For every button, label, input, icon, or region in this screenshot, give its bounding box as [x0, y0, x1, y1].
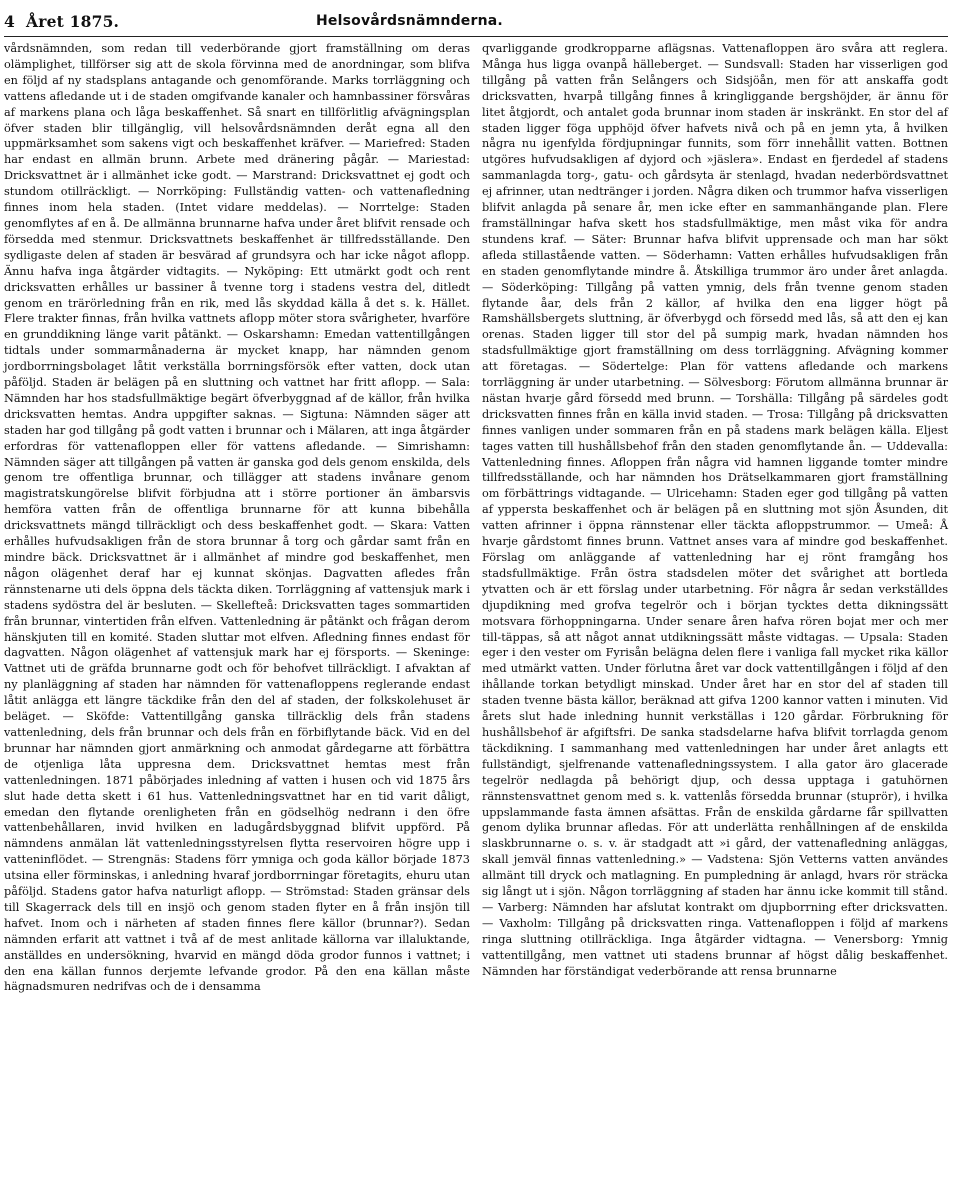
header-rule — [4, 36, 948, 37]
page-number: 4 — [4, 11, 15, 31]
left-column-text: vårdsnämnden, som redan till vederbörande gjort framställning om deras olämplighet, tillförser sig att de skola förvinna med de anordningar, som blifva en följd af ny stadsplans antagande och genomförande. Marks torrläggning och vattens afledande ut i de staden omgifvande kanaler och hamnbassiner försvåras af markens plana och låga beskaffenhet. Så snart en tillförlitlig afvägningsplan öfver staden blir tillgänglig, vill helsovårdsnämnden deråt egna all den uppmärksamhet som sakens vigt och beskaffenhet kräfver. — Mariefred: Staden har endast en allmän brunn. Arbete med dränering pågår. — Mariestad: Dricksvattnet är i allmänhet icke godt. — Marstrand: Dricksvattnet ej godt och stundom otillräckligt. — Norrköping: Fullständig vatten- och vattenafledning finnes inom hela staden. (Intet vidare meddelas). — Norrtelge: Staden genomflytes af en å. De allmänna brunnarne hafva under året blifvit rensade och försedda med stenmur. Dricksvattnets beskaffenhet är tillfredsställande. Den sydligaste delen af staden är besvärad af grundsyra och har icke något aflopp. Ännu hafva inga åtgärder vidtagits. — Nyköping: Ett utmärkt godt och rent dricksvatten erhålles ur bassiner å tvenne torg i stadens vestra del, ditledt genom en trärörledning från en rik, med lås skyddad källa å det s. k. Hället. Flere trakter finnas, från hvilka vattnets aflopp möter stora svårigheter, hvarföre en grunddikning länge varit påtänkt. — Oskarshamn: Emedan vattentillgången tidtals under sommarmånaderna är mycket knapp, har nämnden genom jordborrningsbolaget låtit verkställa borrningsförsök efter vatten, dock utan påföljd. Staden är belägen på en sluttning och vattnet har fritt aflopp. — Sala: Nämnden har hos stadsfullmäktige begärt öfverbyggnad af de källor, från hvilka dricksvatten hemtas. Andra uppgifter saknas. — Sigtuna: Nämnden säger att staden har god tillgång på godt vatten i brunnar och i Mälaren, att inga åtgärder erfordras för vattenafloppen eller för vattens afledande. — Simrishamn: Nämnden säger att tillgången på vatten är ganska god dels genom enskilda, dels genom tre offentliga brunnar, och tillägger att stadens invånare genom magistratskungörelse blifvit förbjudna att i större portioner än ämbarsvis hemföra vatten från de offentliga brunnarne för att kunna bibehålla dricksvattnets mängd tillräckligt och dess beskaffenhet godt. — Skara: Vatten erhålles hufvudsakligen från de stora brunnar å torg och gårdar samt från en mindre bäck. Dricksvattnet är i allmänhet af mindre god beskaffenhet, men någon olägenhet deraf har ej kunnat skönjas. Dagvatten afledes från rännstenarne uti dels öppna dels täckta diken. Torrläggning af vattensjuk mark i stadens sydöstra del är besluten. — Skellefteå: Dricksvatten tages sommartiden från brunnar, vintertiden från elfven. Vattenledning är påtänkt och frågan derom hänskjuten till en komité. Staden sluttar mot elfven. Afledning finnes endast för dagvatten. Någon olägenhet af vattensjuk mark har ej försports. — Skeninge: Vattnet uti de gräfda brunnarne godt och för behofvet tillräckligt. I afvaktan af ny planläggning af staden har nämnden för vattenafloppens reglerande endast låtit anlägga ett längre täckdike från den del af staden, der folkskolehuset är beläget. — Sköfde: Vattentillgång ganska tillräcklig dels från stadens vattenledning, dels från brunnar och dels från en förbiflytande bäck. Vid en del brunnar har nämnden gjort anmärkning och anmodat gårdegarne att förbättra de otjenliga låta uppresna dem. Dricksvattnet hemtas mest från vattenledningen. 1871 påbörjades inledning af vatten i husen och vid 1875 års slut hade detta skett i 61 hus. Vattenledningsvattnet har en tid varit dåligt, emedan den flytande orenligheten från en gödselhög nedrann i den öfre vattenbehållaren, invid hvilken en ladugårdsbyggnad blifvit uppförd. På nämndens anmälan lät vattenledningsstyrelsen flytta reservoiren högre upp i vatteninflödet. — Strengnäs: Stadens förr ymniga och goda källor började 1873 utsina eller förminskas, i anledning hvaraf jordborrningar företagits, ehuru utan påföljd. Stadens gator hafva naturligt aflopp. — Strömstad: Staden gränsar dels till Skagerrack dels till en insjö och genom staden flyter en å från insjön till hafvet. Inom och i närheten af staden finnes flere källor (brunnar?). Sedan nämnden erfarit att vattnet i två af de mest anlitade källorna var illaluktande, anställdes en undersökning, hvarvid en mängd döda grodor funnos i vattnet; i den ena källan funnos derjemte lefvande grodor. På den ena källan måste hägnadsmuren nedrifvas och de i densamma — [4, 42, 470, 994]
left-column — [4, 41, 470, 995]
section-title: Helsovårdsnämnderna. — [316, 13, 503, 29]
right-column — [482, 41, 948, 995]
text-columns — [4, 41, 948, 995]
right-column-text: qvarliggande grodkropparne aflägsnas. Vattenafloppen äro svåra att reglera. Många hus ligga ovanpå hälleberget. — Sundsvall: Staden har visserligen god tillgång på vatten från Selångers och Sidsjöån, men för att anskaffa godt dricksvatten, hvarpå tillgång finnes å kringliggande bergshöjder, är ännu för litet åtgjordt, och antalet goda brunnar inom staden är inskränkt. En stor del af staden ligger föga upphöjd öfver hafvets nivå och på en jemn yta, å hvilken några nu igenfylda fördjupningar funnits, som förr innehållit vatten. Bottnen utgöres hufvudsakligen af dyjord och »jäslera». Endast en fjerdedel af stadens sammanlagda torg-, gatu- och gårdsyta är stenlagd, hvadan nederbördsvattnet ej afrinner, utan nedtränger i jorden. Några diken och trummor hafva visserligen blifvit anlagda på senare år, men icke efter en sammanhängande plan. Flere framställningar hafva skett hos stadsfullmäktige, men måst vika för andra stundens kraf. — Säter: Brunnar hafva blifvit upprensade och man har sökt afleda stillastående vatten. — Söderhamn: Vatten erhålles hufvudsakligen från en staden genomflytande mindre å. Åtskilliga trummor äro under året anlagda. — Söderköping: Tillgång på vatten ymnig, dels från tvenne genom staden flytande åar, dels från 2 källor, af hvilka den ena ligger högt på Ramshällsbergets sluttning, är öfverbygd och försedd med lås, så att den ej kan orenas. Staden ligger till stor del på sumpig mark, hvadan nämnden hos stadsfullmäktige gjort framställning om dess torrläggning. Afvägning kommer att företagas. — Södertelge: Plan för vattens afledande och markens torrläggning är under utarbetning. — Sölvesborg: Förutom allmänna brunnar är nästan hvarje gård försedd med brunn. — Torshälla: Tillgång på särdeles godt dricksvatten finnes från en källa invid staden. — Trosa: Tillgång på dricksvatten finnes vanligen under sommaren från en på stadens mark belägen källa. Eljest tages vatten till hushållsbehof från den staden genomflytande ån. — Uddevalla: Vattenledning finnes. Afloppen från några vid hamnen liggande tomter mindre tillfredsställande, och har nämnden hos Drätselkammaren gjort framställning om förbättrings vidtagande. — Ulricehamn: Staden eger god tillgång på vatten af yppersta beskaffenhet och är belägen på en sluttning mot sjön Åsunden, dit vatten afrinner i öppna rännstenar eller täckta afloppstrummor. — Umeå: Å hvarje gårdstomt finnes brunn. Vattnet anses vara af mindre god beskaffenhet. Förslag om anläggande af vattenledning har ej rönt framgång hos stadsfullmäktige. Från östra stadsdelen möter det svårighet att bortleda ytvatten och är ett förslag under utarbetning. För några år sedan verkställdes djupdikning med grofva tegelrör och i början tycktes detta dikningssätt motsvara förhoppningarna. Under senare åren hafva rören bojat mer och mer till-täppas, så att något annat utdikningssätt måste vidtagas. — Upsala: Staden eger i den vester om Fyrisån belägna delen flere i vanliga fall mycket rika källor med utmärkt vatten. Under förlutna året var dock vattentillgången i följd af den ihållande torkan betydligt minskad. Under året har en stor del af staden till staden tvenne bästa källor, beräknad att gifva 1200 kannor vatten i minuten. Vid årets slut hade inledning hunnit verkställas i 120 gårdar. Förbrukning för hushållsbehof är afgiftsfri. De sanka stadsdelarne hafva blifvit torrlagda genom täckdikning. I sammanhang med vattenledningen har under året anlagts ett fullständigt, sjelfrenande vattenafledningssystem. I alla gator äro glacerade tegelrör nedlagda på behörigt djup, och dessa upptaga i gatuhörnen rännstensvattnet genom med s. k. vattenlås försedda brunnar (stuprör), i hvilka uppslammande fasta ämnen afsättas. Från de enskilda gårdarne får spillvatten genom dylika brunnar afledas. För att underlätta renhållningen af de enskilda slaskbrunnarne o. s. v. är stadgadt att »i gård, der vattenafledning anläggas, skall jemväl finnas vattenledning.» — Vadstena: Sjön Vetterns vatten användes allmänt till dryck och matlagning. En pumpledning är anlagd, hvars rör sträcka sig långt ut i sjön. Någon torrläggning af staden har ännu icke kommit till stånd. — Varberg: Nämnden har afslutat kontrakt om djupborrning efter dricksvatten. — Vaxholm: Tillgång på dricksvatten ringa. Vattenafloppen i följd af markens ringa sluttning otillräckliga. Inga åtgärder vidtagna. — Venersborg: Ymnig vattentillgång, men vattnet uti stadens brunnar af högst dålig beskaffenhet. Nämnden har förständigat vederbörande att rensa brunnarne — [482, 42, 948, 978]
year-label: Året 1875. — [26, 11, 120, 31]
running-head — [4, 6, 948, 36]
